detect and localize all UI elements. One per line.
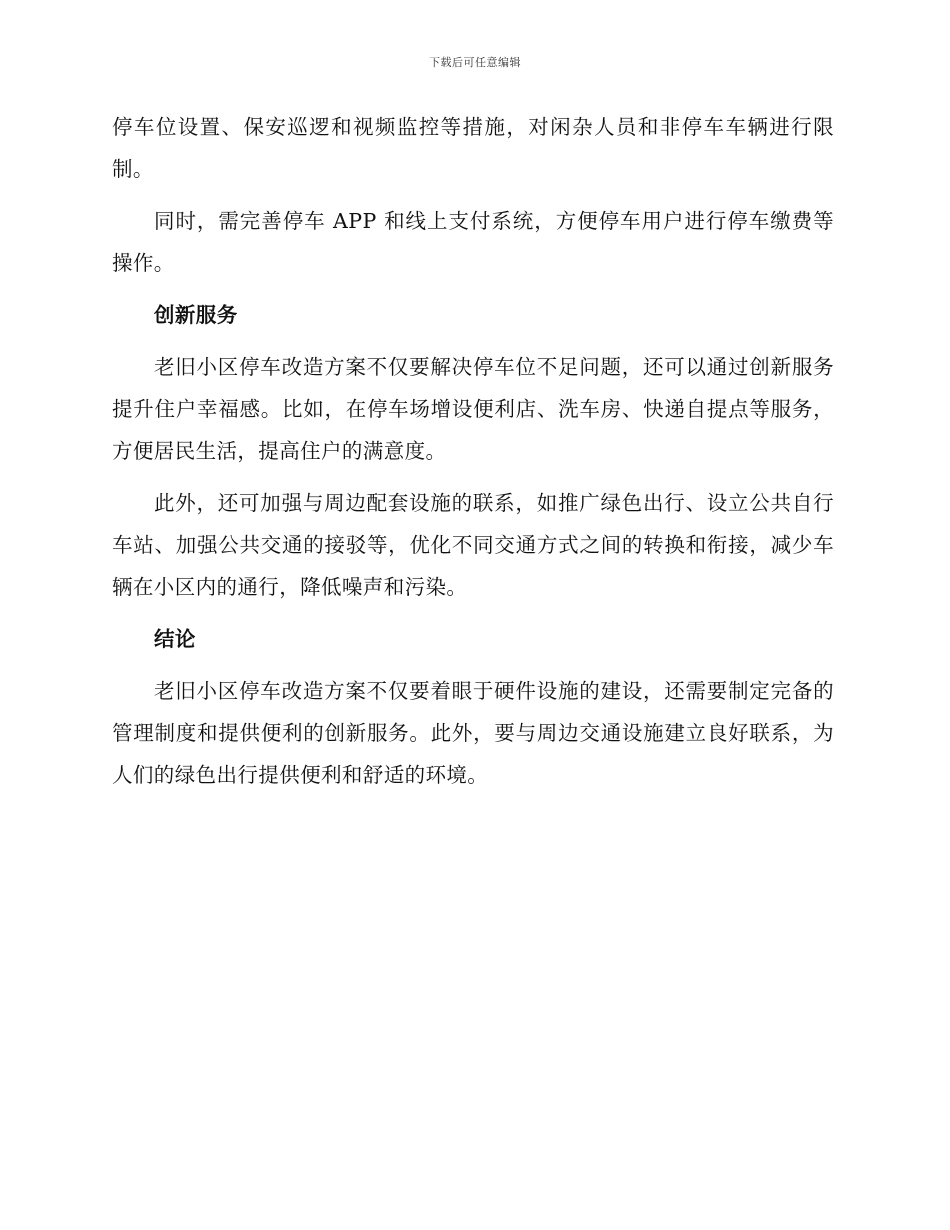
section-heading-conclusion: 结论 xyxy=(154,627,196,651)
paragraph-app-payment: 同时，需完善停车 APP 和线上支付系统，方便停车用户进行停车缴费等操作。 xyxy=(112,209,834,275)
paragraph-innovative-services: 老旧小区停车改造方案不仅要解决停车位不足问题，还可以通过创新服务提升住户幸福感。比如，在停车场增设便利店、洗车房、快递自提点等服务，方便居民生活，提高住户的满意度。 xyxy=(112,355,834,463)
paragraph-surrounding-facilities: 此外，还可加强与周边配套设施的联系，如推广绿色出行、设立公共自行车站、加强公共交通的接驳等，优化不同交通方式之间的转换和衔接，减少车辆在小区内的通行，降低噪声和污染。 xyxy=(112,491,834,599)
document-body xyxy=(112,106,834,806)
paragraph-conclusion: 老旧小区停车改造方案不仅要着眼于硬件设施的建设，还需要制定完备的管理制度和提供便利的创新服务。此外，要与周边交通设施建立良好联系，为人们的绿色出行提供便利和舒适的环境。 xyxy=(112,679,834,787)
paragraph-continuation: 停车位设置、保安巡逻和视频监控等措施，对闲杂人员和非停车车辆进行限制。 xyxy=(112,115,834,181)
section-heading-innovative-services: 创新服务 xyxy=(154,303,238,327)
header-note: 下载后可任意编辑 xyxy=(429,56,521,69)
